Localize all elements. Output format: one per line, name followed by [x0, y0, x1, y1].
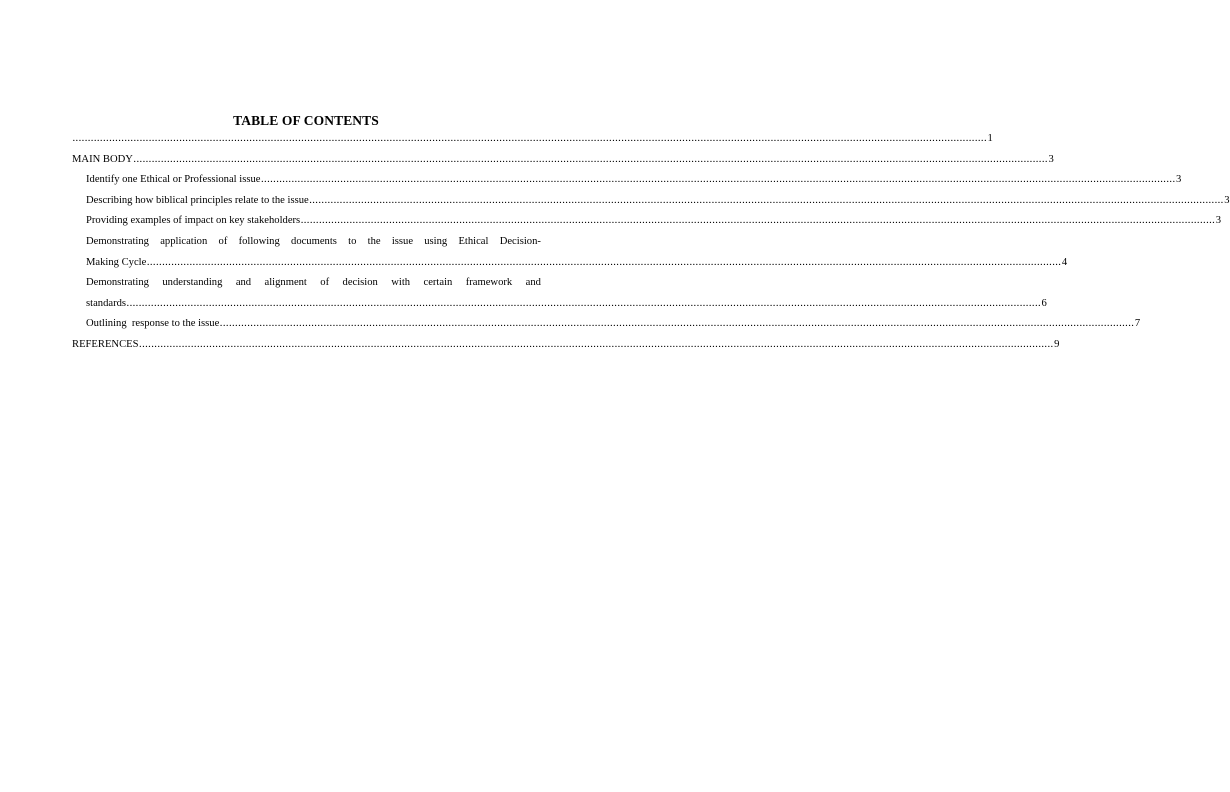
toc-page-number: 3	[1215, 215, 1222, 227]
toc-entry-word: framework	[465, 277, 513, 289]
toc-entry-framework[interactable]	[72, 273, 1047, 314]
toc-entry-word: and	[235, 277, 252, 289]
toc-entry-word: Ethical	[458, 235, 489, 247]
toc-entry-label: Describing how biblical principles relate to the issue	[86, 194, 309, 206]
toc-leader: ............................................................................................................................................................................................................................................................................................................	[219, 318, 1135, 330]
toc-leader: ............................................................................................................................................................................................................................................................................................................	[133, 153, 1048, 165]
toc-entry-label: Outlining response to the issue	[86, 318, 220, 330]
toc-page-number: 6	[1041, 297, 1047, 309]
toc-entry-stakeholders[interactable]	[72, 211, 1222, 232]
toc-entry-word: understanding	[162, 277, 223, 289]
toc-entry-word: alignment	[264, 277, 307, 289]
toc-entry-word: using	[424, 235, 448, 247]
toc-page-number: 3	[1224, 194, 1230, 206]
toc-entry-identify-issue[interactable]	[72, 170, 1182, 191]
toc-page-number: 7	[1134, 318, 1141, 330]
toc-entry-label: standards	[86, 297, 127, 309]
toc-page-number: 3	[1176, 174, 1182, 186]
toc-entry-references[interactable]	[72, 335, 1060, 356]
toc-entry-word: certain	[423, 277, 453, 289]
toc-entry-word: issue	[391, 235, 414, 247]
toc-entry-word: documents	[291, 235, 337, 247]
toc-leader: ............................................................................................................................................................................................................................................................................................................	[309, 194, 1224, 206]
toc-entry-word: application	[160, 235, 208, 247]
toc-page-number: 4	[1061, 256, 1068, 268]
toc-entry-word: Demonstrating	[86, 235, 149, 247]
toc-entry-word: Demonstrating	[86, 277, 149, 289]
toc-leader: ............................................................................................................................................................................................................................................................................................................	[146, 256, 1062, 268]
toc-entry-untitled[interactable]	[72, 129, 993, 150]
toc-page-number: 9	[1054, 338, 1060, 350]
toc-entry-label: REFERENCES	[72, 338, 139, 350]
toc-entry-label: MAIN BODY	[72, 153, 133, 165]
toc-entry-word: of	[218, 235, 228, 247]
toc-entry-decision-cycle[interactable]	[72, 232, 1068, 273]
toc-page-number: 1	[987, 133, 993, 144]
toc-entry-word: and	[525, 277, 541, 289]
toc-entry-main-body[interactable]	[72, 150, 1054, 171]
toc-entry-word: following	[238, 235, 280, 247]
toc-entry-label: Making Cycle	[86, 256, 147, 268]
toc-entry-word: to	[348, 235, 357, 247]
toc-title: TABLE OF CONTENTS	[233, 113, 379, 128]
toc-entry-word: with	[391, 277, 411, 289]
toc-entry-line2	[86, 253, 1068, 274]
toc-entry-word: decision	[342, 277, 378, 289]
toc-entry-word: Decision-	[499, 235, 541, 247]
toc-leader: ............................................................................................................................................................................................................................................................................................................	[260, 174, 1176, 186]
toc-entry-biblical-principles[interactable]	[72, 191, 1230, 212]
toc-leader: ............................................................................................................................................................................................................................................................................................................	[300, 215, 1216, 227]
toc-list	[72, 129, 1230, 356]
toc-page-number: 3	[1048, 153, 1054, 165]
toc-leader: ............................................................................................................................................................................................................................................................................................................	[139, 338, 1054, 350]
toc-entry-word: the	[367, 235, 381, 247]
toc-leader: ............................................................................................................................................................................................................................................................................................................	[72, 133, 988, 144]
toc-entry-line2	[86, 294, 1047, 315]
toc-leader: ............................................................................................................................................................................................................................................................................................................	[126, 297, 1042, 309]
toc-entry-line1	[86, 232, 541, 253]
toc-entry-word: of	[320, 277, 330, 289]
toc-entry-label: Providing examples of impact on key stakeholders	[86, 215, 301, 227]
toc-entry-line1	[86, 273, 541, 294]
toc-entry-outlining-response[interactable]	[72, 314, 1141, 335]
toc-entry-label: Identify one Ethical or Professional issue	[86, 174, 261, 186]
